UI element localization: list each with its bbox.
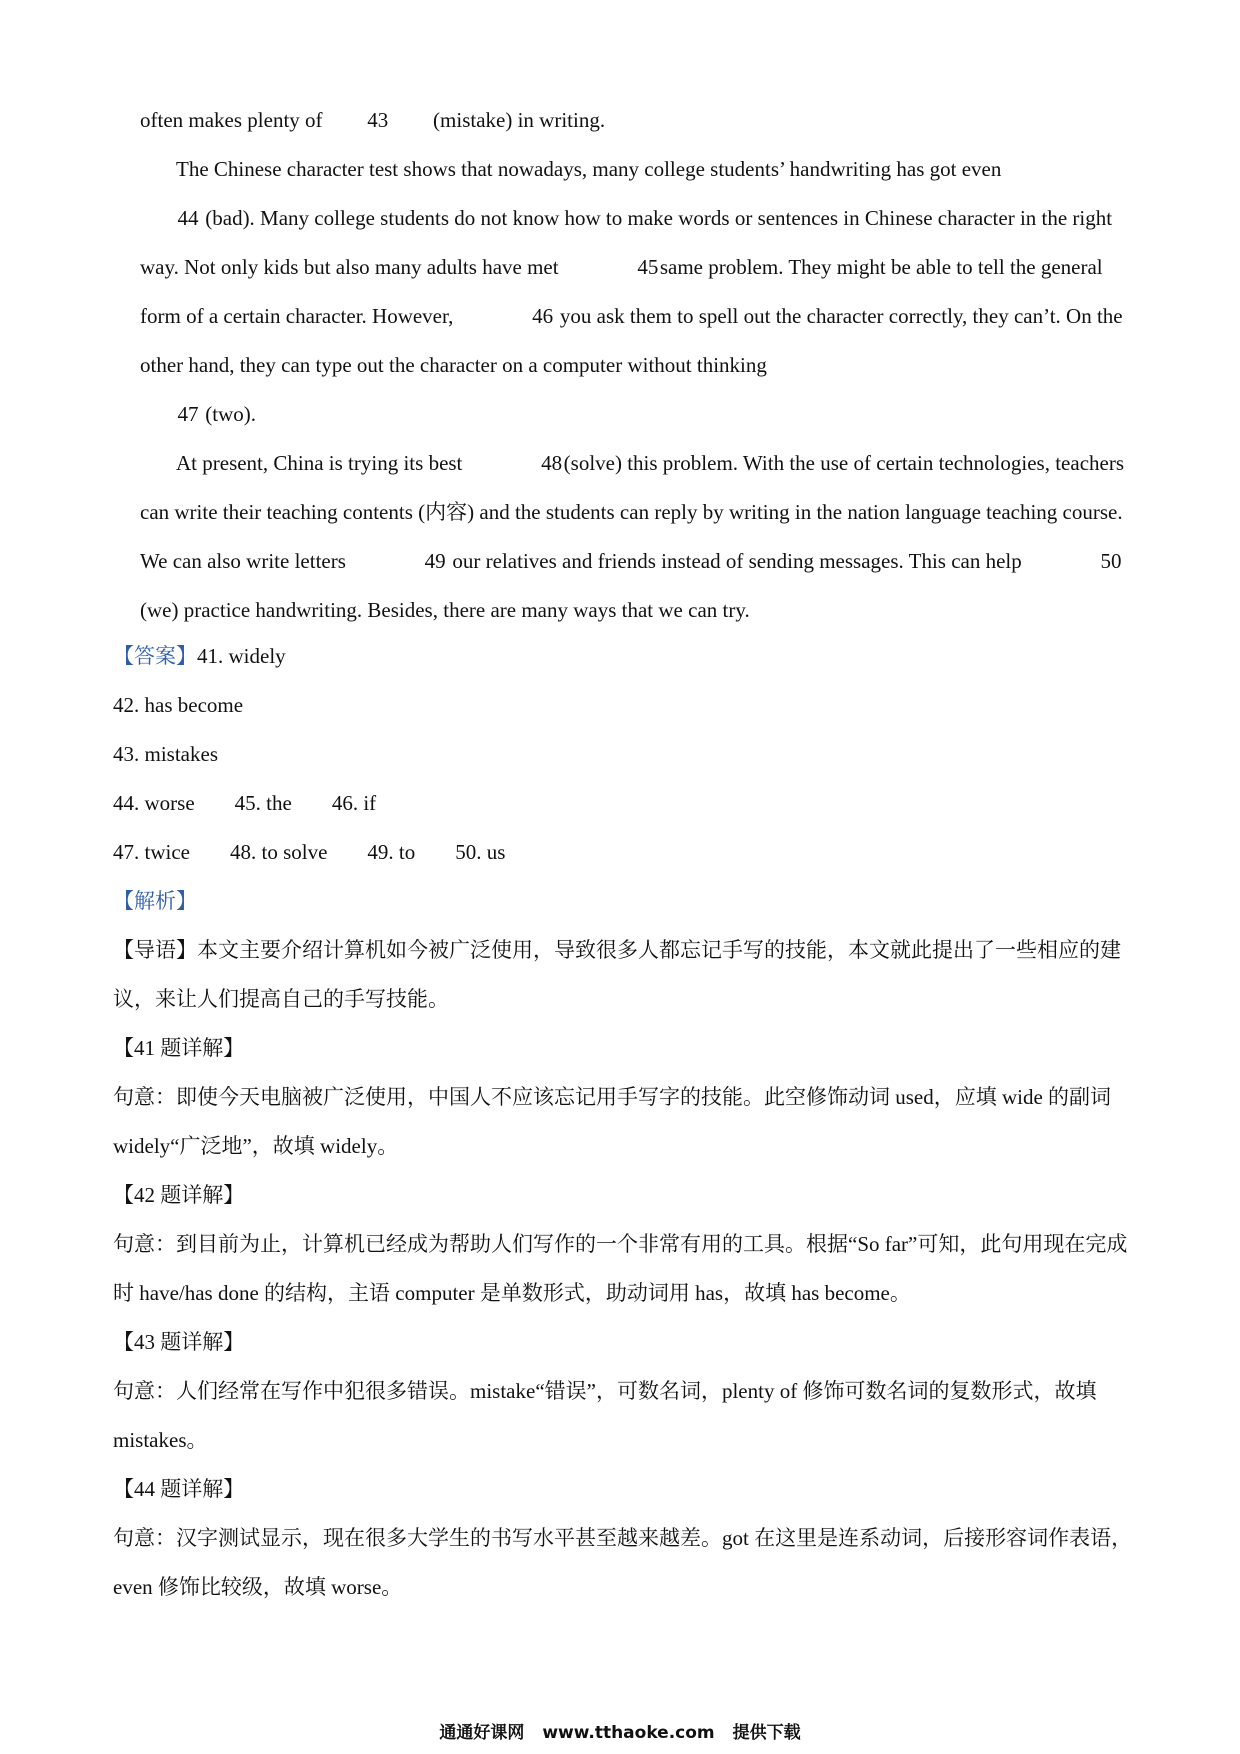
text-span: (solve) this problem. With the use of certain technologies, teachers can write their teaching contents (内容) and the students can reply by writing in the nation language teaching course. We can also write letters: [140, 451, 1125, 573]
analysis-tag: 【解析】: [113, 889, 197, 913]
answer-49: 49. to: [367, 840, 416, 864]
blank-44: 44: [177, 206, 199, 230]
text-span: (bad). Many college students do not know how to make words or sentences in Chinese character in the right way. Not only kids but also many adults have met: [140, 206, 1113, 279]
passage-paragraph-2: [140, 145, 1130, 439]
answer-48: 48. to solve: [229, 840, 328, 864]
answer-line-2: [113, 681, 1133, 730]
heading-41: 【41 题详解】: [113, 1036, 245, 1060]
text-span: (mistake) in writing.: [427, 108, 606, 132]
cloze-passage: [140, 96, 1130, 635]
answer-43: 43. mistakes: [113, 742, 218, 766]
detail-44: 句意：汉字测试显示，现在很多大学生的书写水平甚至越来越差。got 在这里是连系动词，后接形容词作表语，even 修饰比较级，故填 worse。: [113, 1526, 1133, 1599]
answer-section: [113, 632, 1133, 877]
text-span: you ask them to spell out the character correctly, they can’t. On the other hand, they can type out the character on a computer without thinking: [140, 304, 1123, 377]
analysis-intro: 【导语】本文主要介绍计算机如今被广泛使用，导致很多人都忘记手写的技能，本文就此提出了一些相应的建议，来让人们提高自己的手写技能。: [113, 938, 1121, 1011]
blank-45: 45: [637, 255, 659, 279]
text-span: At present, China is trying its best: [176, 451, 468, 475]
answer-46: 46. if: [331, 791, 377, 815]
footer-note: 提供下载: [732, 1723, 801, 1743]
page-footer: [0, 1718, 1240, 1743]
text-span: our relatives and friends instead of sending messages. This can help: [447, 549, 1028, 573]
text-span: same problem. They might be able to tell the general form of a certain character. However,: [140, 255, 1103, 328]
footer-url[interactable]: www.tthaoke.com: [542, 1723, 715, 1743]
footer-site-name: 通通好课网: [439, 1723, 525, 1743]
detail-42: 句意：到目前为止，计算机已经成为帮助人们写作的一个非常有用的工具。根据“So far”可知，此句用现在完成时 have/has done 的结构，主语 computer 是单数形式，助动词用 has，故填 has become。: [113, 1232, 1128, 1305]
blank-46: 46: [532, 304, 554, 328]
blank-49: 49: [424, 549, 446, 573]
heading-44: 【44 题详解】: [113, 1477, 245, 1501]
passage-line-1: [140, 96, 1130, 145]
heading-43: 【43 题详解】: [113, 1330, 245, 1354]
heading-42: 【42 题详解】: [113, 1183, 245, 1207]
detail-41: 句意：即使今天电脑被广泛使用，中国人不应该忘记用手写字的技能。此空修饰动词 used，应填 wide 的副词 widely“广泛地”，故填 widely。: [113, 1085, 1112, 1158]
answer-line-1: [113, 632, 1133, 681]
blank-43: 43: [367, 108, 389, 132]
answer-50: 50. us: [455, 840, 506, 864]
blank-50: 50: [1100, 549, 1122, 573]
text-span: The Chinese character test shows that nowadays, many college students’ handwriting has got even: [176, 157, 1002, 181]
blank-47: 47: [177, 402, 199, 426]
passage-paragraph-3: [140, 439, 1130, 635]
answer-tag: 【答案】: [113, 644, 197, 668]
answer-line-4: [113, 779, 1133, 828]
answer-42: 42. has become: [113, 693, 244, 717]
text-span: often makes plenty of: [140, 108, 328, 132]
answer-41: 41. widely: [197, 644, 286, 668]
answer-44: 44. worse: [113, 791, 195, 815]
answer-line-3: [113, 730, 1133, 779]
answer-47: 47. twice: [113, 840, 190, 864]
blank-48: 48: [541, 451, 563, 475]
analysis-section: [113, 877, 1133, 1612]
text-span: (two).: [200, 402, 256, 426]
detail-43: 句意：人们经常在写作中犯很多错误。mistake“错误”，可数名词，plenty of 修饰可数名词的复数形式，故填 mistakes。: [113, 1379, 1097, 1452]
answer-45: 45. the: [234, 791, 292, 815]
text-span: (we) practice handwriting. Besides, there are many ways that we can try.: [140, 598, 750, 622]
answer-line-5: [113, 828, 1133, 877]
